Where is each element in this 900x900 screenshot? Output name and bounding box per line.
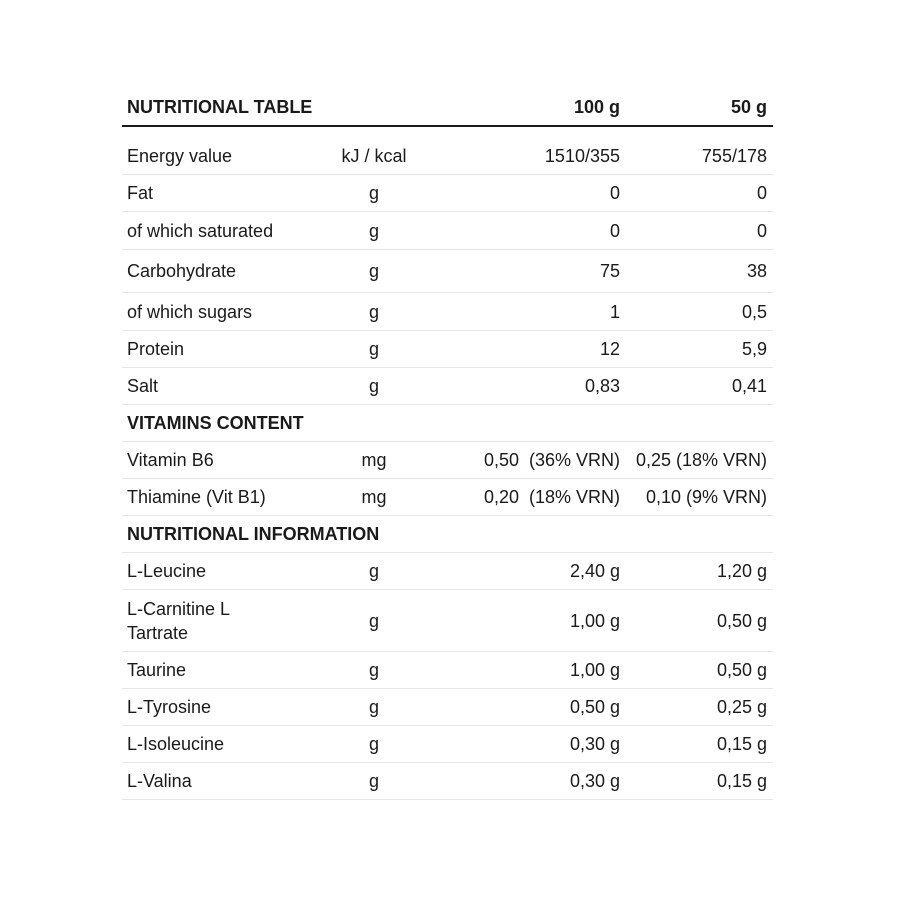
table-row-taurine (122, 652, 773, 689)
row-value-100g: 0 (609, 220, 620, 241)
row-unit: g (368, 376, 379, 396)
row-value-100g: 1510/355 (544, 145, 620, 166)
row-value-100g: 12 (599, 339, 620, 359)
row-unit: g (368, 339, 379, 359)
row-value-50g: 0,41 (731, 376, 767, 396)
row-name: Salt (127, 376, 159, 396)
row-value-50g: 0,10 (9% VRN) (645, 487, 767, 507)
row-unit: g (368, 301, 379, 322)
row-unit: mg (361, 450, 387, 470)
row-name: Thiamine (Vit B1) (127, 487, 266, 507)
row-value-50g: 0,25 g (716, 697, 767, 717)
row-value-100g: 0,83 (584, 376, 620, 396)
row-value-50g: 755/178 (701, 145, 767, 166)
table-row-l-isoleucine (122, 726, 773, 763)
row-value-50g: 0 (756, 220, 767, 241)
row-name: L-Valina (127, 771, 192, 791)
row-unit: g (368, 734, 379, 754)
row-name: Carbohydrate (127, 261, 237, 281)
row-value-100g: 2,40 g (569, 561, 620, 581)
row-value-50g: 1,20 g (716, 561, 767, 581)
row-value-100g: 0,30 g (569, 734, 620, 754)
row-unit: g (368, 771, 379, 791)
table-row-salt (122, 368, 773, 405)
nutritional-table (122, 88, 773, 800)
row-value-50g: 0,15 g (716, 771, 767, 791)
row-name: Fat (127, 183, 154, 203)
section-heading-nutritional-information (122, 516, 773, 553)
row-unit: g (368, 610, 379, 631)
table-row-protein (122, 331, 773, 368)
row-value-100g: 0,50 g (569, 697, 620, 717)
row-unit: kJ / kcal (341, 145, 407, 166)
row-value-100g: 0,50 (36% VRN) (483, 450, 620, 470)
row-name: L-Tyrosine (127, 697, 212, 717)
table-row-fat (122, 175, 773, 212)
row-value-100g: 0,20 (18% VRN) (483, 487, 620, 507)
row-name: of which saturated (127, 220, 274, 241)
table-row-energy (122, 127, 773, 175)
section-title: VITAMINS CONTENT (127, 413, 304, 433)
row-unit: g (368, 220, 379, 241)
row-value-50g: 5,9 (741, 339, 767, 359)
column-header-50g: 50 g (730, 97, 767, 117)
row-value-50g: 0,25 (18% VRN) (635, 450, 767, 470)
section-title: NUTRITIONAL INFORMATION (127, 524, 380, 544)
table-row-thiamine (122, 479, 773, 516)
row-name: Energy value (127, 145, 233, 166)
table-header (122, 88, 773, 127)
table-row-l-leucine (122, 553, 773, 590)
section-heading-vitamins (122, 405, 773, 442)
row-value-50g: 0,50 g (716, 610, 767, 631)
row-unit: g (368, 561, 379, 581)
row-name: L-Carnitine L Tartrate (127, 598, 230, 643)
row-value-50g: 0,5 (741, 301, 767, 322)
row-name: Taurine (127, 660, 187, 680)
table-row-l-carnitine (122, 590, 773, 652)
column-header-100g: 100 g (573, 97, 620, 117)
row-value-50g: 38 (746, 261, 767, 281)
row-name: Vitamin B6 (127, 450, 214, 470)
row-value-100g: 1,00 g (569, 660, 620, 680)
row-name: Protein (127, 339, 185, 359)
table-title: NUTRITIONAL TABLE (127, 97, 313, 117)
row-unit: g (368, 697, 379, 717)
row-value-100g: 75 (599, 261, 620, 281)
row-name: L-Leucine (127, 561, 207, 581)
table-row-l-valina (122, 763, 773, 800)
row-value-50g: 0,15 g (716, 734, 767, 754)
row-value-100g: 1,00 g (569, 610, 620, 631)
row-value-50g: 0,50 g (716, 660, 767, 680)
row-name: of which sugars (127, 301, 253, 322)
row-unit: g (368, 261, 379, 281)
row-value-100g: 0 (609, 183, 620, 203)
table-row-l-tyrosine (122, 689, 773, 726)
row-unit: g (368, 660, 379, 680)
row-value-100g: 1 (609, 301, 620, 322)
row-unit: g (368, 183, 379, 203)
table-row-carbohydrate (122, 250, 773, 293)
row-unit: mg (361, 487, 387, 507)
table-row-vitamin-b6 (122, 442, 773, 479)
table-row-sugars (122, 293, 773, 331)
row-value-100g: 0,30 g (569, 771, 620, 791)
row-name: L-Isoleucine (127, 734, 225, 754)
row-value-50g: 0 (756, 183, 767, 203)
table-row-saturated (122, 212, 773, 250)
